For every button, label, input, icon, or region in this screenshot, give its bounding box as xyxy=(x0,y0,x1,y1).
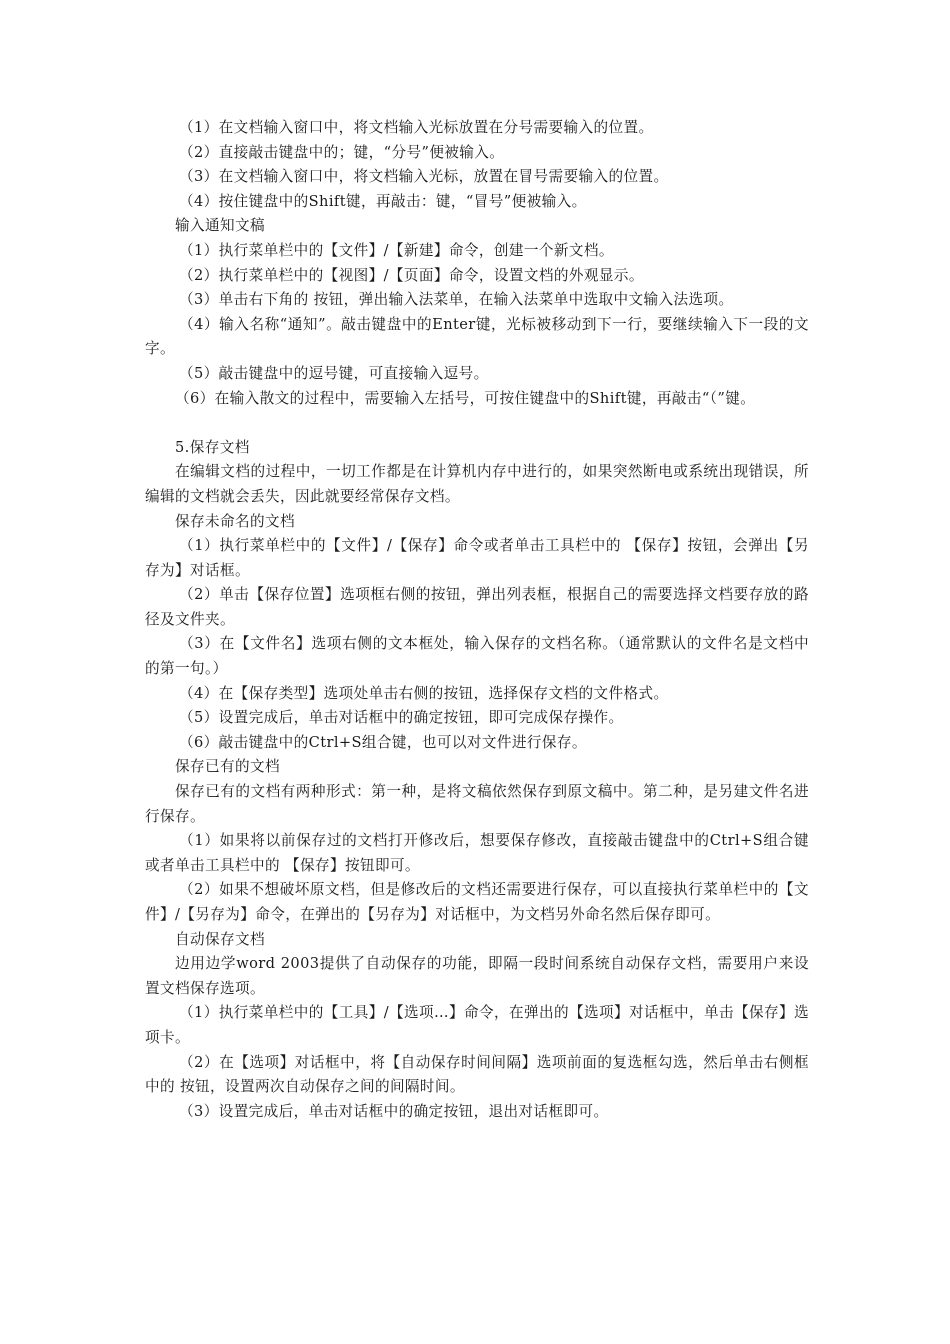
paragraph: （6）在输入散文的过程中，需要输入左括号，可按住键盘中的Shift键，再敲击“（”键。 xyxy=(175,389,756,407)
paragraph: （4）按住键盘中的Shift键，再敲击：键，“冒号”便被输入。 xyxy=(179,192,587,210)
paragraph: （3）在【文件名】选项右侧的文本框处，输入保存的文档名称。（通常默认的文件名是文档中的第一句。） xyxy=(145,635,809,678)
paragraph: （2）在【选项】对话框中，将【自动保存时间间隔】选项前面的复选框勾选，然后单击右侧框中的 按钮，设置两次自动保存之间的间隔时间。 xyxy=(145,1053,809,1096)
paragraph: 边用边学word 2003提供了自动保存的功能，即隔一段时间系统自动保存文档，需要用户来设置文档保存选项。 xyxy=(145,955,809,997)
paragraph: （5）敲击键盘中的逗号键，可直接输入逗号。 xyxy=(179,364,489,382)
paragraph: （2）直接敲击键盘中的；键，“分号”便被输入。 xyxy=(179,143,505,161)
paragraph: 5.保存文档 xyxy=(175,438,250,456)
paragraph: （3）设置完成后，单击对话框中的确定按钮，退出对话框即可。 xyxy=(179,1102,609,1120)
document-body xyxy=(145,116,809,1124)
paragraph: （2）单击【保存位置】选项框右侧的按钮，弹出列表框，根据自己的需要选择文档要存放的路径及文件夹。 xyxy=(145,586,809,628)
paragraph: （1）执行菜单栏中的【文件】/【新建】命令，创建一个新文档。 xyxy=(179,241,614,259)
paragraph-spacer xyxy=(145,411,809,436)
paragraph: （2）如果不想破坏原文档，但是修改后的文档还需要进行保存，可以直接执行菜单栏中的【文件】/【另存为】命令，在弹出的【另存为】对话框中，为文档另外命名然后保存即可。 xyxy=(145,881,809,923)
paragraph: 自动保存文档 xyxy=(175,930,265,948)
paragraph: 输入通知文稿 xyxy=(175,217,265,235)
paragraph: 保存已有的文档有两种形式：第一种，是将文稿依然保存到原文稿中。第二种，是另建文件名进行保存。 xyxy=(145,783,809,825)
paragraph: （4）输入名称“通知”。敲击键盘中的Enter键，光标被移动到下一行，要继续输入下一段的文字。 xyxy=(145,315,809,358)
paragraph: （1）如果将以前保存过的文档打开修改后，想要保存修改，直接敲击键盘中的Ctrl+S组合键或者单击工具栏中的 【保存】按钮即可。 xyxy=(145,832,809,874)
paragraph: 在编辑文档的过程中，一切工作都是在计算机内存中进行的，如果突然断电或系统出现错误，所编辑的文档就会丢失，因此就要经常保存文档。 xyxy=(145,463,809,505)
paragraph: （5）设置完成后，单击对话框中的确定按钮，即可完成保存操作。 xyxy=(179,709,624,727)
paragraph: （1）在文档输入窗口中，将文档输入光标放置在分号需要输入的位置。 xyxy=(179,119,654,136)
paragraph: （3）单击右下角的 按钮，弹出输入法菜单，在输入法菜单中选取中文输入法选项。 xyxy=(179,291,734,309)
paragraph: （1）执行菜单栏中的【工具】/【选项…】命令，在弹出的【选项】对话框中，单击【保存】选项卡。 xyxy=(145,1004,809,1046)
paragraph: （4）在【保存类型】选项处单击右侧的按钮，选择保存文档的文件格式。 xyxy=(179,684,669,702)
paragraph: （3）在文档输入窗口中，将文档输入光标，放置在冒号需要输入的位置。 xyxy=(179,168,669,186)
paragraph: 保存未命名的文档 xyxy=(175,512,295,530)
paragraph: （1）执行菜单栏中的【文件】/【保存】命令或者单击工具栏中的 【保存】按钮，会弹出【另存为】对话框。 xyxy=(145,537,809,579)
paragraph: 保存已有的文档 xyxy=(175,758,280,776)
paragraph: （2）执行菜单栏中的【视图】/【页面】命令，设置文档的外观显示。 xyxy=(179,266,644,284)
paragraph: （6）敲击键盘中的Ctrl+S组合键，也可以对文件进行保存。 xyxy=(179,733,587,751)
